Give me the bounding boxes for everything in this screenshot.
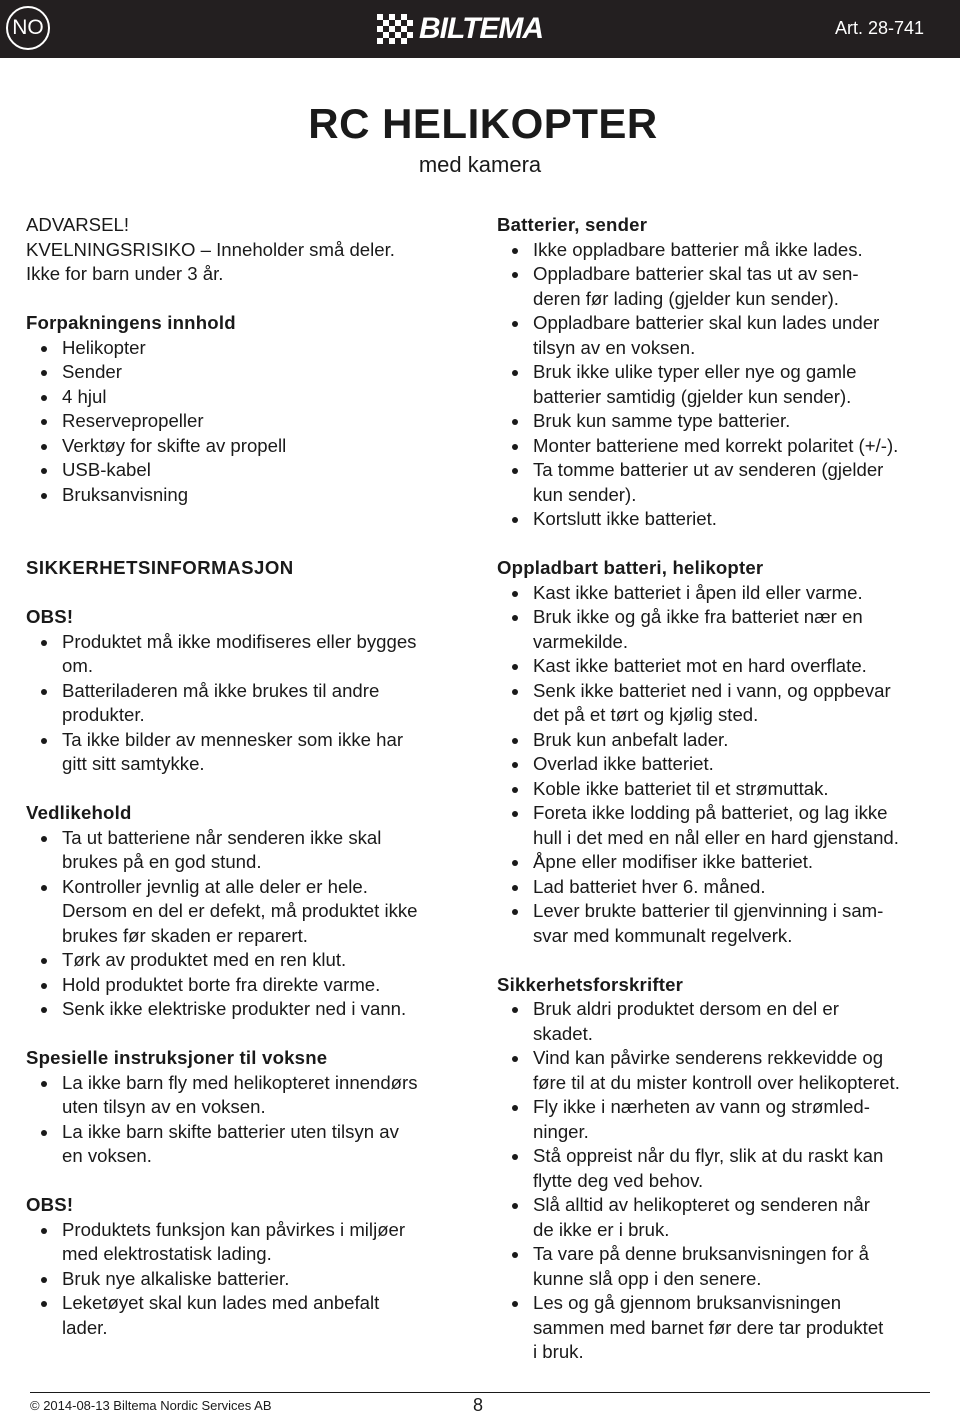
list-item: [26, 630, 476, 679]
list-item-line: Overlad ikke batteriet.: [533, 753, 714, 774]
list-item-line: skadet.: [533, 1022, 593, 1044]
list-item-line: Oppladbare batterier skal kun lades under: [533, 312, 880, 333]
safety-rules-list: [497, 997, 942, 1365]
list-item-line: Bruk ikke ulike typer eller nye og gamle: [533, 361, 857, 382]
list-item-line: Monter batteriene med korrekt polaritet (+/-).: [533, 434, 899, 456]
package-heading: Forpakningens innhold: [26, 312, 236, 333]
title-block: [0, 100, 960, 178]
list-item-line: uten tilsyn av en voksen.: [62, 1096, 266, 1117]
list-item-line: Bruk ikke og gå ikke fra batteriet nær en: [533, 606, 863, 627]
list-item-line: Hold produktet borte fra direkte varme.: [62, 973, 381, 995]
list-item-line: tilsyn av en voksen.: [533, 336, 696, 358]
list-item: [26, 948, 476, 973]
list-item: [497, 850, 942, 875]
obs-list: [26, 630, 476, 777]
list-item: [497, 679, 942, 728]
list-item: [26, 728, 476, 777]
list-item: [26, 1267, 476, 1292]
list-item-line: La ikke barn fly med helikopteret innendørs: [62, 1071, 418, 1093]
list-item-line: flytte deg ved behov.: [533, 1169, 704, 1191]
list-item-line: Oppladbare batterier skal tas ut av sen-: [533, 263, 859, 284]
list-item: [497, 654, 942, 679]
list-item-line: produkter.: [62, 704, 145, 725]
list-item: [497, 1291, 942, 1365]
list-item: [26, 1218, 476, 1267]
list-item: [497, 507, 942, 532]
list-item-line: brukes før skaden er reparert.: [62, 924, 308, 946]
list-item-line: Fly ikke i nærheten av vann og strømled-: [533, 1096, 870, 1117]
list-item: Bruksanvisning: [26, 483, 476, 508]
list-item-line: Produktets funksjon kan påvirkes i miljøer: [62, 1218, 406, 1240]
article-number: Art. 28-741: [834, 18, 924, 38]
list-item: [26, 826, 476, 875]
list-item: Verktøy for skifte av propell: [26, 434, 476, 459]
list-item-line: brukes på en god stund.: [62, 851, 262, 872]
list-item-line: Kontroller jevnlig at alle deler er hele.: [62, 875, 368, 897]
list-item: [497, 1046, 942, 1095]
list-item: [497, 899, 942, 948]
list-item-line: Kast ikke batteriet mot en hard overflate.: [533, 655, 867, 676]
list-item: USB-kabel: [26, 458, 476, 483]
list-item: [497, 777, 942, 802]
list-item: [26, 1071, 476, 1120]
list-item-line: i bruk.: [533, 1341, 584, 1362]
list-item: 4 hjul: [26, 385, 476, 410]
list-item-line: Batteriladeren må ikke brukes til andre: [62, 679, 380, 701]
heli-battery-heading: Oppladbart batteri, helikopter: [497, 557, 764, 578]
header-bar: [0, 0, 960, 58]
list-item: [497, 728, 942, 753]
list-item-line: Produktet må ikke modifiseres eller bygges: [62, 630, 417, 652]
sender-batteries-heading: Batterier, sender: [497, 214, 648, 235]
list-item-line: de ikke er i bruk.: [533, 1218, 670, 1240]
list-item: [497, 434, 942, 459]
list-item: Helikopter: [26, 336, 476, 361]
right-column: [497, 213, 942, 1365]
adults-list: [26, 1071, 476, 1169]
language-badge: NO: [6, 6, 50, 50]
list-item-line: Lever brukte batterier til gjenvinning i sam-: [533, 900, 884, 921]
list-item-line: det på et tørt og kjølig sted.: [533, 704, 759, 725]
page-subtitle: med kamera: [418, 152, 542, 177]
list-item: [497, 238, 942, 263]
heli-battery-list: [497, 581, 942, 949]
list-item-line: Bruk aldri produktet dersom en del er: [533, 998, 839, 1019]
list-item: [497, 1095, 942, 1144]
list-item: [497, 752, 942, 777]
list-item: Sender: [26, 360, 476, 385]
safety-rules-heading: Sikkerhetsforskrifter: [497, 973, 684, 995]
list-item-line: Ta vare på denne bruksanvisningen for å: [533, 1243, 869, 1264]
list-item-line: lader.: [62, 1316, 108, 1338]
maintenance-heading: Vedlikehold: [26, 802, 132, 823]
list-item-line: en voksen.: [62, 1145, 152, 1166]
list-item-line: føre til at du mister kontroll over helikopteret.: [533, 1071, 900, 1093]
checkered-flag-icon: [377, 14, 415, 44]
list-item-line: Lad batteriet hver 6. måned.: [533, 875, 766, 897]
list-item: [497, 458, 942, 507]
list-item-line: Ta tomme batterier ut av senderen (gjelder: [533, 459, 884, 480]
list-item-line: Kast ikke batteriet i åpen ild eller varme.: [533, 581, 863, 603]
list-item-line: varmekilde.: [533, 630, 629, 652]
copyright: © 2014-08-13 Biltema Nordic Services AB: [30, 1398, 272, 1413]
list-item: [497, 605, 942, 654]
list-item: [497, 360, 942, 409]
list-item: [26, 997, 476, 1022]
warning-heading: ADVARSEL!: [26, 214, 129, 235]
list-item-line: Tørk av produktet med en ren klut.: [62, 949, 347, 970]
package-list: [26, 336, 476, 508]
list-item-line: Kortslutt ikke batteriet.: [533, 508, 717, 529]
list-item: [497, 311, 942, 360]
list-item-line: Koble ikke batteriet til et strømuttak.: [533, 777, 829, 799]
left-column: [26, 213, 476, 1340]
list-item: [497, 801, 942, 850]
list-item-line: Slå alltid av helikopteret og senderen når: [533, 1194, 870, 1215]
list-item: [497, 997, 942, 1046]
page-number: 8: [473, 1395, 484, 1415]
list-item-line: ninger.: [533, 1120, 589, 1142]
adults-heading: Spesielle instruksjoner til voksne: [26, 1047, 328, 1068]
list-item: [26, 973, 476, 998]
list-item-line: Foreta ikke lodding på batteriet, og lag ikke: [533, 802, 888, 823]
list-item-line: Bruk kun samme type batterier.: [533, 410, 791, 431]
list-item-line: kunne slå opp i den senere.: [533, 1267, 762, 1289]
brand-name: BILTEMA: [419, 12, 544, 45]
list-item-line: med elektrostatisk lading.: [62, 1243, 272, 1264]
list-item-line: Ta ikke bilder av mennesker som ikke har: [62, 728, 404, 750]
list-item-line: Åpne eller modifiser ikke batteriet.: [533, 851, 814, 872]
list-item-line: Ikke oppladbare batterier må ikke lades.: [533, 238, 863, 260]
warning-line: KVELNINGSRISIKO – Inneholder små deler.: [26, 238, 395, 260]
obs-list: [26, 1218, 476, 1341]
sender-batteries-list: [497, 238, 942, 532]
list-item: [26, 1291, 476, 1340]
list-item-line: hull i det med en nål eller en hard gjenstand.: [533, 826, 899, 848]
list-item-line: Ta ut batteriene når senderen ikke skal: [62, 826, 382, 848]
list-item: [497, 1193, 942, 1242]
obs-heading: OBS!: [26, 1194, 74, 1215]
list-item-line: Stå oppreist når du flyr, slik at du raskt kan: [533, 1145, 884, 1166]
list-item-line: Senk ikke batteriet ned i vann, og oppbevar: [533, 679, 891, 701]
list-item-line: batterier samtidig (gjelder kun sender).: [533, 385, 852, 407]
list-item-line: Senk ikke elektriske produkter ned i vann.: [62, 998, 407, 1019]
list-item: [497, 1144, 942, 1193]
list-item-line: Leketøyet skal kun lades med anbefalt: [62, 1292, 380, 1313]
list-item-line: Vind kan påvirke senderens rekkevidde og: [533, 1047, 884, 1068]
footer-divider: [30, 1392, 930, 1393]
list-item: [26, 875, 476, 949]
list-item-line: sammen med barnet før dere tar produktet: [533, 1316, 884, 1338]
list-item-line: gitt sitt samtykke.: [62, 753, 205, 774]
safety-info-heading: SIKKERHETSINFORMASJON: [26, 557, 294, 578]
list-item: [497, 1242, 942, 1291]
list-item-line: kun sender).: [533, 483, 637, 505]
list-item: [497, 262, 942, 311]
list-item-line: Dersom en del er defekt, må produktet ikke: [62, 900, 418, 921]
list-item: Reservepropeller: [26, 409, 476, 434]
list-item-line: svar med kommunalt regelverk.: [533, 924, 793, 946]
list-item: [497, 875, 942, 900]
maintenance-list: [26, 826, 476, 1022]
list-item-line: om.: [62, 655, 93, 676]
list-item: [497, 581, 942, 606]
list-item: [26, 679, 476, 728]
list-item: [26, 1120, 476, 1169]
list-item-line: Bruk kun anbefalt lader.: [533, 728, 729, 750]
list-item-line: La ikke barn skifte batterier uten tilsyn av: [62, 1120, 399, 1142]
page-title: RC HELIKOPTER: [308, 100, 658, 147]
obs-heading: OBS!: [26, 606, 74, 627]
list-item-line: deren før lading (gjelder kun sender).: [533, 287, 839, 309]
warning-line: Ikke for barn under 3 år.: [26, 263, 224, 284]
list-item-line: Les og gå gjennom bruksanvisningen: [533, 1292, 842, 1313]
brand-logo: [377, 11, 543, 47]
list-item: [497, 409, 942, 434]
list-item-line: Bruk nye alkaliske batterier.: [62, 1267, 290, 1289]
